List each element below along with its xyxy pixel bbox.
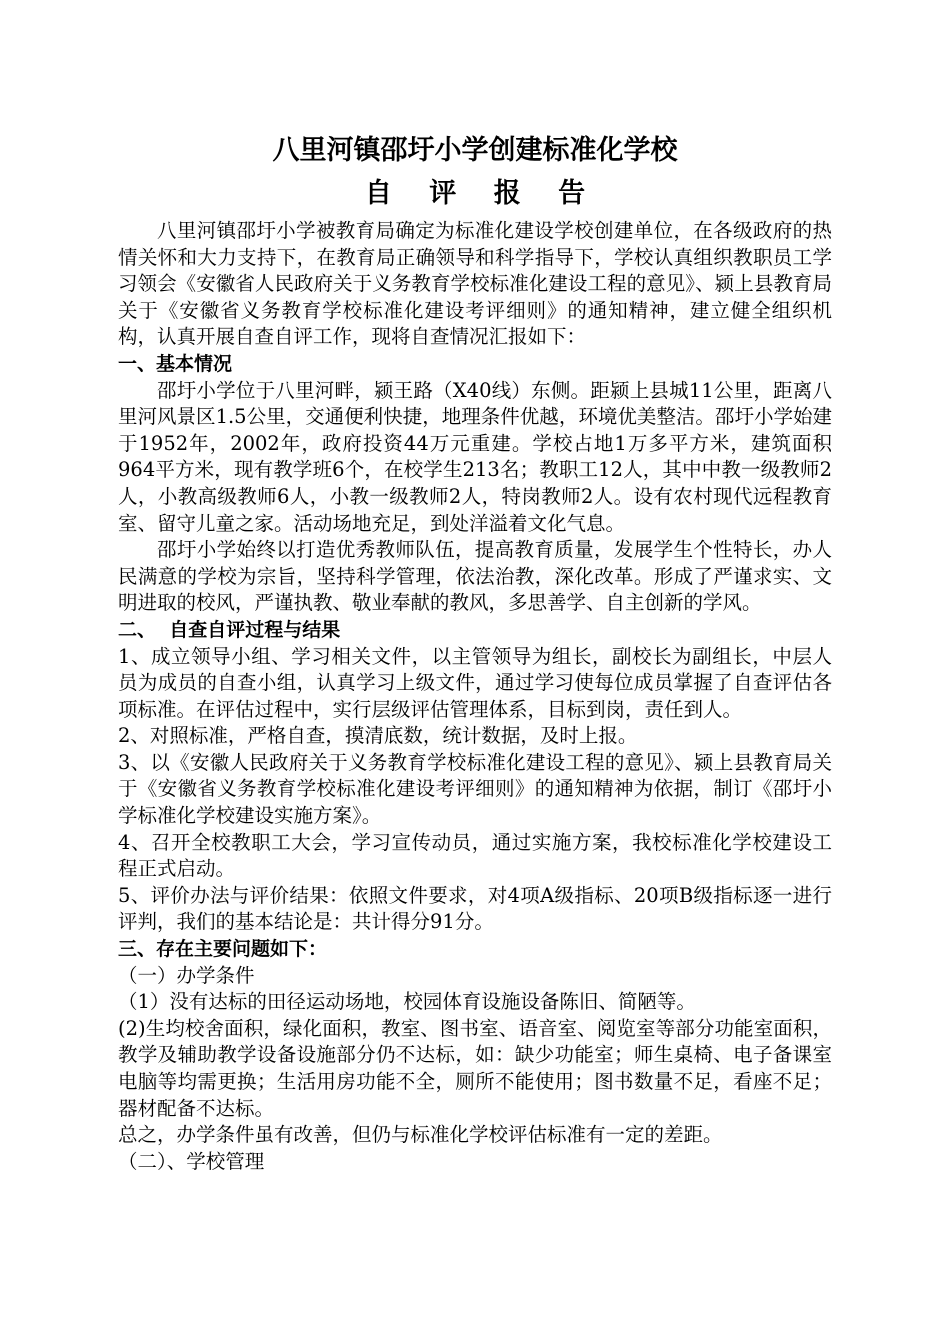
document-title: 八里河镇邵圩小学创建标准化学校 [272, 135, 678, 166]
self-evaluation-item-4: 4、召开全校教职工大会，学习宣传动员，通过实施方案，我校标准化学校建设工程正式启动。 [118, 830, 832, 881]
self-evaluation-item-2: 2、对照标准，严格自查，摸清底数，统计数据，及时上报。 [118, 724, 638, 748]
intro-paragraph: 八里河镇邵圩小学被教育局确定为标准化建设学校创建单位，在各级政府的热情关怀和大力支持下，在教育局正确领导和科学指导下，学校认真组织教职员工学习领会《安徽省人民政府关于义务教育学校标准化建设工程的意见》、颍上县教育局关于《安徽省义务教育学校标准化建设考评细则》的通知精神，建立健全组织机构，认真开展自查自评工作，现将自查情况汇报如下： [118, 219, 832, 349]
section-heading-basic-info: 一、基本情况 [118, 352, 233, 375]
problems-item-2: (2)生均校舍面积，绿化面积，教室、图书室、语音室、阅览室等部分功能室面积，教学及辅助教学设备设施部分仍不达标，如：缺少功能室；师生桌椅、电子备课室电脑等均需更换；生活用房功能不全，厕所不能使用；图书数量不足，看座不足；器材配备不达标。 [118, 1016, 832, 1120]
document-subtitle: 自 评 报 告 [364, 178, 600, 209]
self-evaluation-item-1: 1、成立领导小组、学习相关文件，以主管领导为组长，副校长为副组长，中层人员为成员的自查小组，认真学习上级文件，通过学习使每位成员掌握了自查评估各项标准。在评估过程中，实行层级评估管理体系，目标到岗，责任到人。 [118, 644, 832, 721]
self-evaluation-item-5: 5、评价办法与评价结果：依照文件要求，对4项A级指标、20项B级指标逐一进行评判，我们的基本结论是：共计得分91分。 [118, 883, 832, 934]
problems-subheading-conditions: （一）办学条件 [118, 963, 255, 987]
problems-subheading-management: （二）、学校管理 [118, 1149, 265, 1173]
basic-info-paragraph-2: 邵圩小学始终以打造优秀教师队伍，提高教育质量，发展学生个性特长，办人民满意的学校为宗旨，坚持科学管理，依法治教，深化改革。形成了严谨求实、文明进取的校风，严谨执教、敬业奉献的教风，多思善学、自主创新的学风。 [118, 538, 832, 615]
section-heading-self-evaluation: 二、 自查自评过程与结果 [118, 618, 341, 641]
problems-item-1: （1）没有达标的田径运动场地，校园体育设施设备陈旧、简陋等。 [118, 990, 696, 1014]
basic-info-paragraph-1: 邵圩小学位于八里河畔，颍王路（X40线）东侧。距颍上县城11公里，距离八里河风景区1.5公里，交通便利快捷，地理条件优越，环境优美整洁。邵圩小学始建于1952年，2002年，政府投资44万元重建。学校占地1万多平方米，建筑面积964平方米，现有教学班6个，在校学生213名；教职工12人，其中中教一级教师2人，小教高级教师6人，小教一级教师2人，特岗教师2人。设有农村现代远程教育室、留守儿童之家。活动场地充足，到处洋溢着文化气息。 [118, 378, 832, 535]
document-page [118, 130, 832, 1175]
section-heading-problems: 三、存在主要问题如下： [118, 938, 328, 961]
self-evaluation-item-3: 3、以《安徽人民政府关于义务教育学校标准化建设工程的意见》、颍上县教育局关于《安徽省义务教育学校标准化建设考评细则》的通知精神为依据，制订《邵圩小学标准化学校建设实施方案》。 [118, 750, 832, 828]
problems-summary: 总之，办学条件虽有改善，但仍与标准化学校评估标准有一定的差距。 [118, 1123, 723, 1147]
